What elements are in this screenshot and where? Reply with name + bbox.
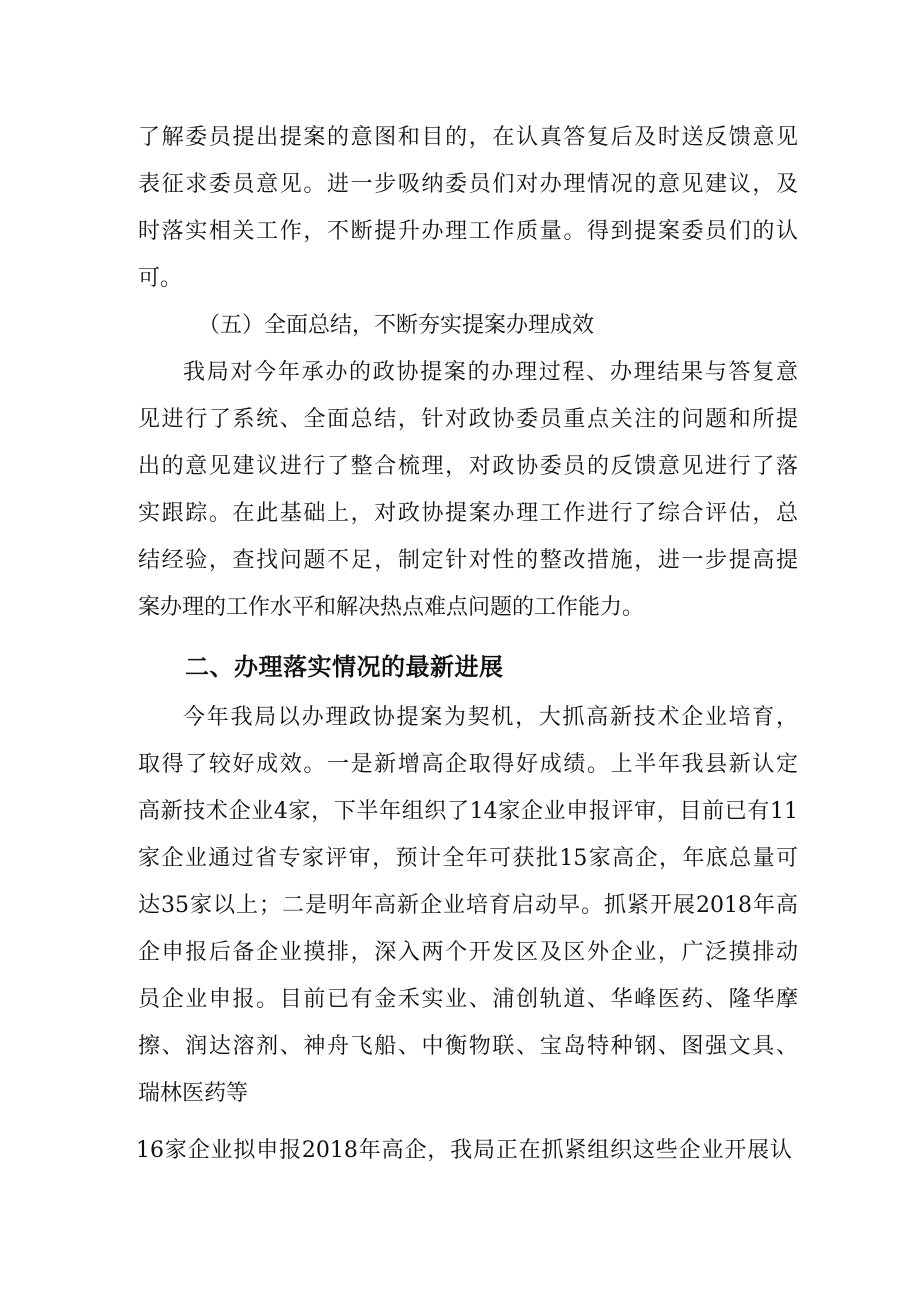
- paragraph-line: 家企业通过省专家评审，预计全年可获批15家高企，年底总量可: [138, 846, 798, 871]
- paragraph-line: 达35家以上；二是明年高新企业培育启动早。抓紧开展2018年高: [138, 893, 798, 918]
- paragraph-line: 高新技术企业4家，下半年组织了14家企业申报评审，目前已有11: [138, 799, 798, 824]
- paragraph-line: 表征求委员意见。进一步吸纳委员们对办理情况的意见建议，及: [138, 172, 798, 197]
- paragraph-line: 时落实相关工作，不断提升办理工作质量。得到提案委员们的认: [138, 219, 798, 244]
- paragraph-line: 今年我局以办理政协提案为契机，大抓高新技术企业培育，: [183, 705, 798, 730]
- paragraph-line: 瑞林医药等: [138, 1081, 249, 1106]
- paragraph-line: 取得了较好成效。一是新增高企取得好成绩。上半年我县新认定: [138, 752, 798, 777]
- subheading: （五）全面总结，不断夯实提案办理成效: [198, 313, 595, 338]
- paragraph-line: 我局对今年承办的政协提案的办理过程、办理结果与答复意: [183, 360, 798, 385]
- paragraph-line: 结经验，查找问题不足，制定针对性的整改措施，进一步提高提: [138, 548, 798, 573]
- paragraph-line: 实跟踪。在此基础上，对政协提案办理工作进行了综合评估，总: [138, 501, 798, 526]
- paragraph-line: 了解委员提出提案的意图和目的，在认真答复后及时送反馈意见: [138, 125, 798, 150]
- paragraph-line: 出的意见建议进行了整合梳理，对政协委员的反馈意见进行了落: [138, 454, 798, 479]
- section-title: 二、办理落实情况的最新进展: [185, 653, 504, 681]
- paragraph-line: 可。: [138, 266, 183, 291]
- paragraph-line: 擦、润达溶剂、神舟飞船、中衡物联、宝岛特种钢、图强文具、: [138, 1034, 798, 1059]
- paragraph-line: 企申报后备企业摸排，深入两个开发区及区外企业，广泛摸排动: [138, 940, 798, 965]
- paragraph-line: 案办理的工作水平和解决热点难点问题的工作能力。: [138, 595, 645, 620]
- paragraph-line: 16家企业拟申报2018年高企，我局正在抓紧组织这些企业开展认: [136, 1138, 792, 1163]
- paragraph-line: 见进行了系统、全面总结，针对政协委员重点关注的问题和所提: [138, 407, 798, 432]
- paragraph-line: 员企业申报。目前已有金禾实业、浦创轨道、华峰医药、隆华摩: [138, 987, 798, 1012]
